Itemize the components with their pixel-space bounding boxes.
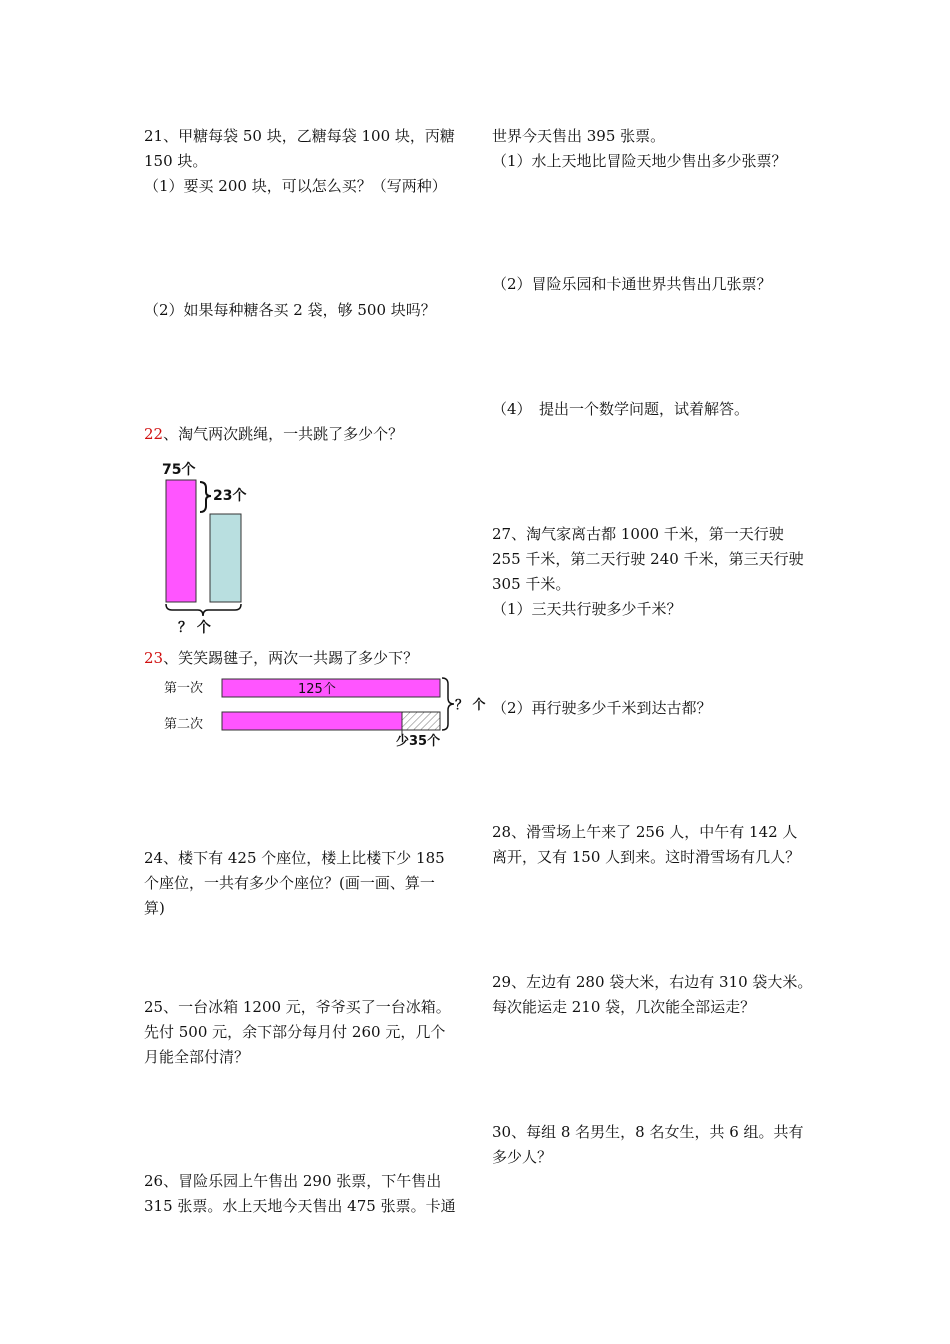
q22-label-total: ？ 个 xyxy=(178,620,211,636)
q25-line3: 月能全部付清？ xyxy=(144,1048,250,1066)
q24-line1: 24、楼下有 425 个座位，楼上比楼下少 185 xyxy=(144,849,445,867)
q21-part1: （1）要买 200 块，可以怎么买？（写两种） xyxy=(144,177,447,195)
q26-line2: 315 张票。水上天地今天售出 475 张票。卡通 xyxy=(144,1197,456,1215)
q26-part4: （4） 提出一个数学问题，试着解答。 xyxy=(492,400,750,418)
q23-text: 、笑笑踢毽子，两次一共踢了多少下？ xyxy=(163,649,419,667)
q30-line2: 多少人？ xyxy=(492,1148,553,1166)
q25-line1: 25、一台冰箱 1200 元，爷爷买了一台冰箱。 xyxy=(144,998,451,1016)
question-23 xyxy=(144,646,418,671)
q26-part1: （1）水上天地比冒险天地少售出多少张票？ xyxy=(492,152,787,170)
q29-line1: 29、左边有 280 袋大米，右边有 310 袋大米。 xyxy=(492,973,813,991)
question-22 xyxy=(144,422,403,447)
q22-number: 22 xyxy=(144,425,164,443)
question-24 xyxy=(144,846,445,921)
q28-line1: 28、滑雪场上午来了 256 人，中午有 142 人 xyxy=(492,823,798,841)
question-28 xyxy=(492,820,800,870)
q22-bar-first xyxy=(166,480,196,602)
q27-line3: 305 千米。 xyxy=(492,575,571,593)
question-27 xyxy=(492,522,804,622)
q23-less-label: 少35个 xyxy=(396,734,441,749)
q27-part1: （1）三天共行驶多少千米？ xyxy=(492,600,682,618)
q28-line2: 离开，又有 150 人到来。这时滑雪场有几人？ xyxy=(492,848,801,866)
q22-bar-second xyxy=(210,514,241,602)
q22-brace-total xyxy=(166,604,241,616)
q23-bar-second xyxy=(222,712,402,730)
q21-line1: 21、甲糖每袋 50 块，乙糖每袋 100 块，丙糖 xyxy=(144,127,455,145)
q23-bar-less-hatched xyxy=(402,712,440,730)
question-25 xyxy=(144,995,451,1070)
q23-row1-label: 第一次 xyxy=(164,681,204,696)
question-29 xyxy=(492,970,812,1020)
question-26 xyxy=(144,1169,456,1219)
question-26-continued xyxy=(492,124,787,174)
q22-label-diff: 23个 xyxy=(213,488,247,504)
q23-bar-label: 125个 xyxy=(298,682,336,697)
question-21 xyxy=(144,124,455,199)
q30-line1: 30、每组 8 名男生，8 名女生，共 6 组。共有 xyxy=(492,1123,804,1141)
q22-bar-diagram xyxy=(156,458,266,638)
q23-number: 23 xyxy=(144,649,164,667)
q23-total-label: ？ 个 xyxy=(455,698,486,713)
q26-line3: 世界今天售出 395 张票。 xyxy=(492,127,666,145)
q24-line2: 个座位，一共有多少个座位？(画一画、算一 xyxy=(144,874,435,892)
q27-line2: 255 千米，第二天行驶 240 千米，第三天行驶 xyxy=(492,550,804,568)
q26-line1: 26、冒险乐园上午售出 290 张票，下午售出 xyxy=(144,1172,442,1190)
q26-part2: （2）冒险乐园和卡通世界共售出几张票？ xyxy=(492,275,772,293)
q27-line1: 27、淘气家离古都 1000 千米，第一天行驶 xyxy=(492,525,784,543)
q23-brace-total xyxy=(442,678,454,730)
q25-line2: 先付 500 元，余下部分每月付 260 元，几个 xyxy=(144,1023,446,1041)
question-30 xyxy=(492,1120,804,1170)
q22-brace-diff xyxy=(200,482,211,512)
q27-part2: （2）再行驶多少千米到达古都？ xyxy=(492,699,712,717)
q21-line2: 150 块。 xyxy=(144,152,208,170)
q22-text: 、淘气两次跳绳，一共跳了多少个？ xyxy=(163,425,404,443)
q22-label-top: 75个 xyxy=(162,462,196,478)
q23-bar-diagram xyxy=(160,672,500,752)
q23-row2-label: 第二次 xyxy=(164,717,204,732)
q21-part2: （2）如果每种糖各买 2 袋，够 500 块吗？ xyxy=(144,301,436,319)
q29-line2: 每次能运走 210 袋，几次能全部运走？ xyxy=(492,998,756,1016)
q24-line3: 算) xyxy=(144,899,165,917)
